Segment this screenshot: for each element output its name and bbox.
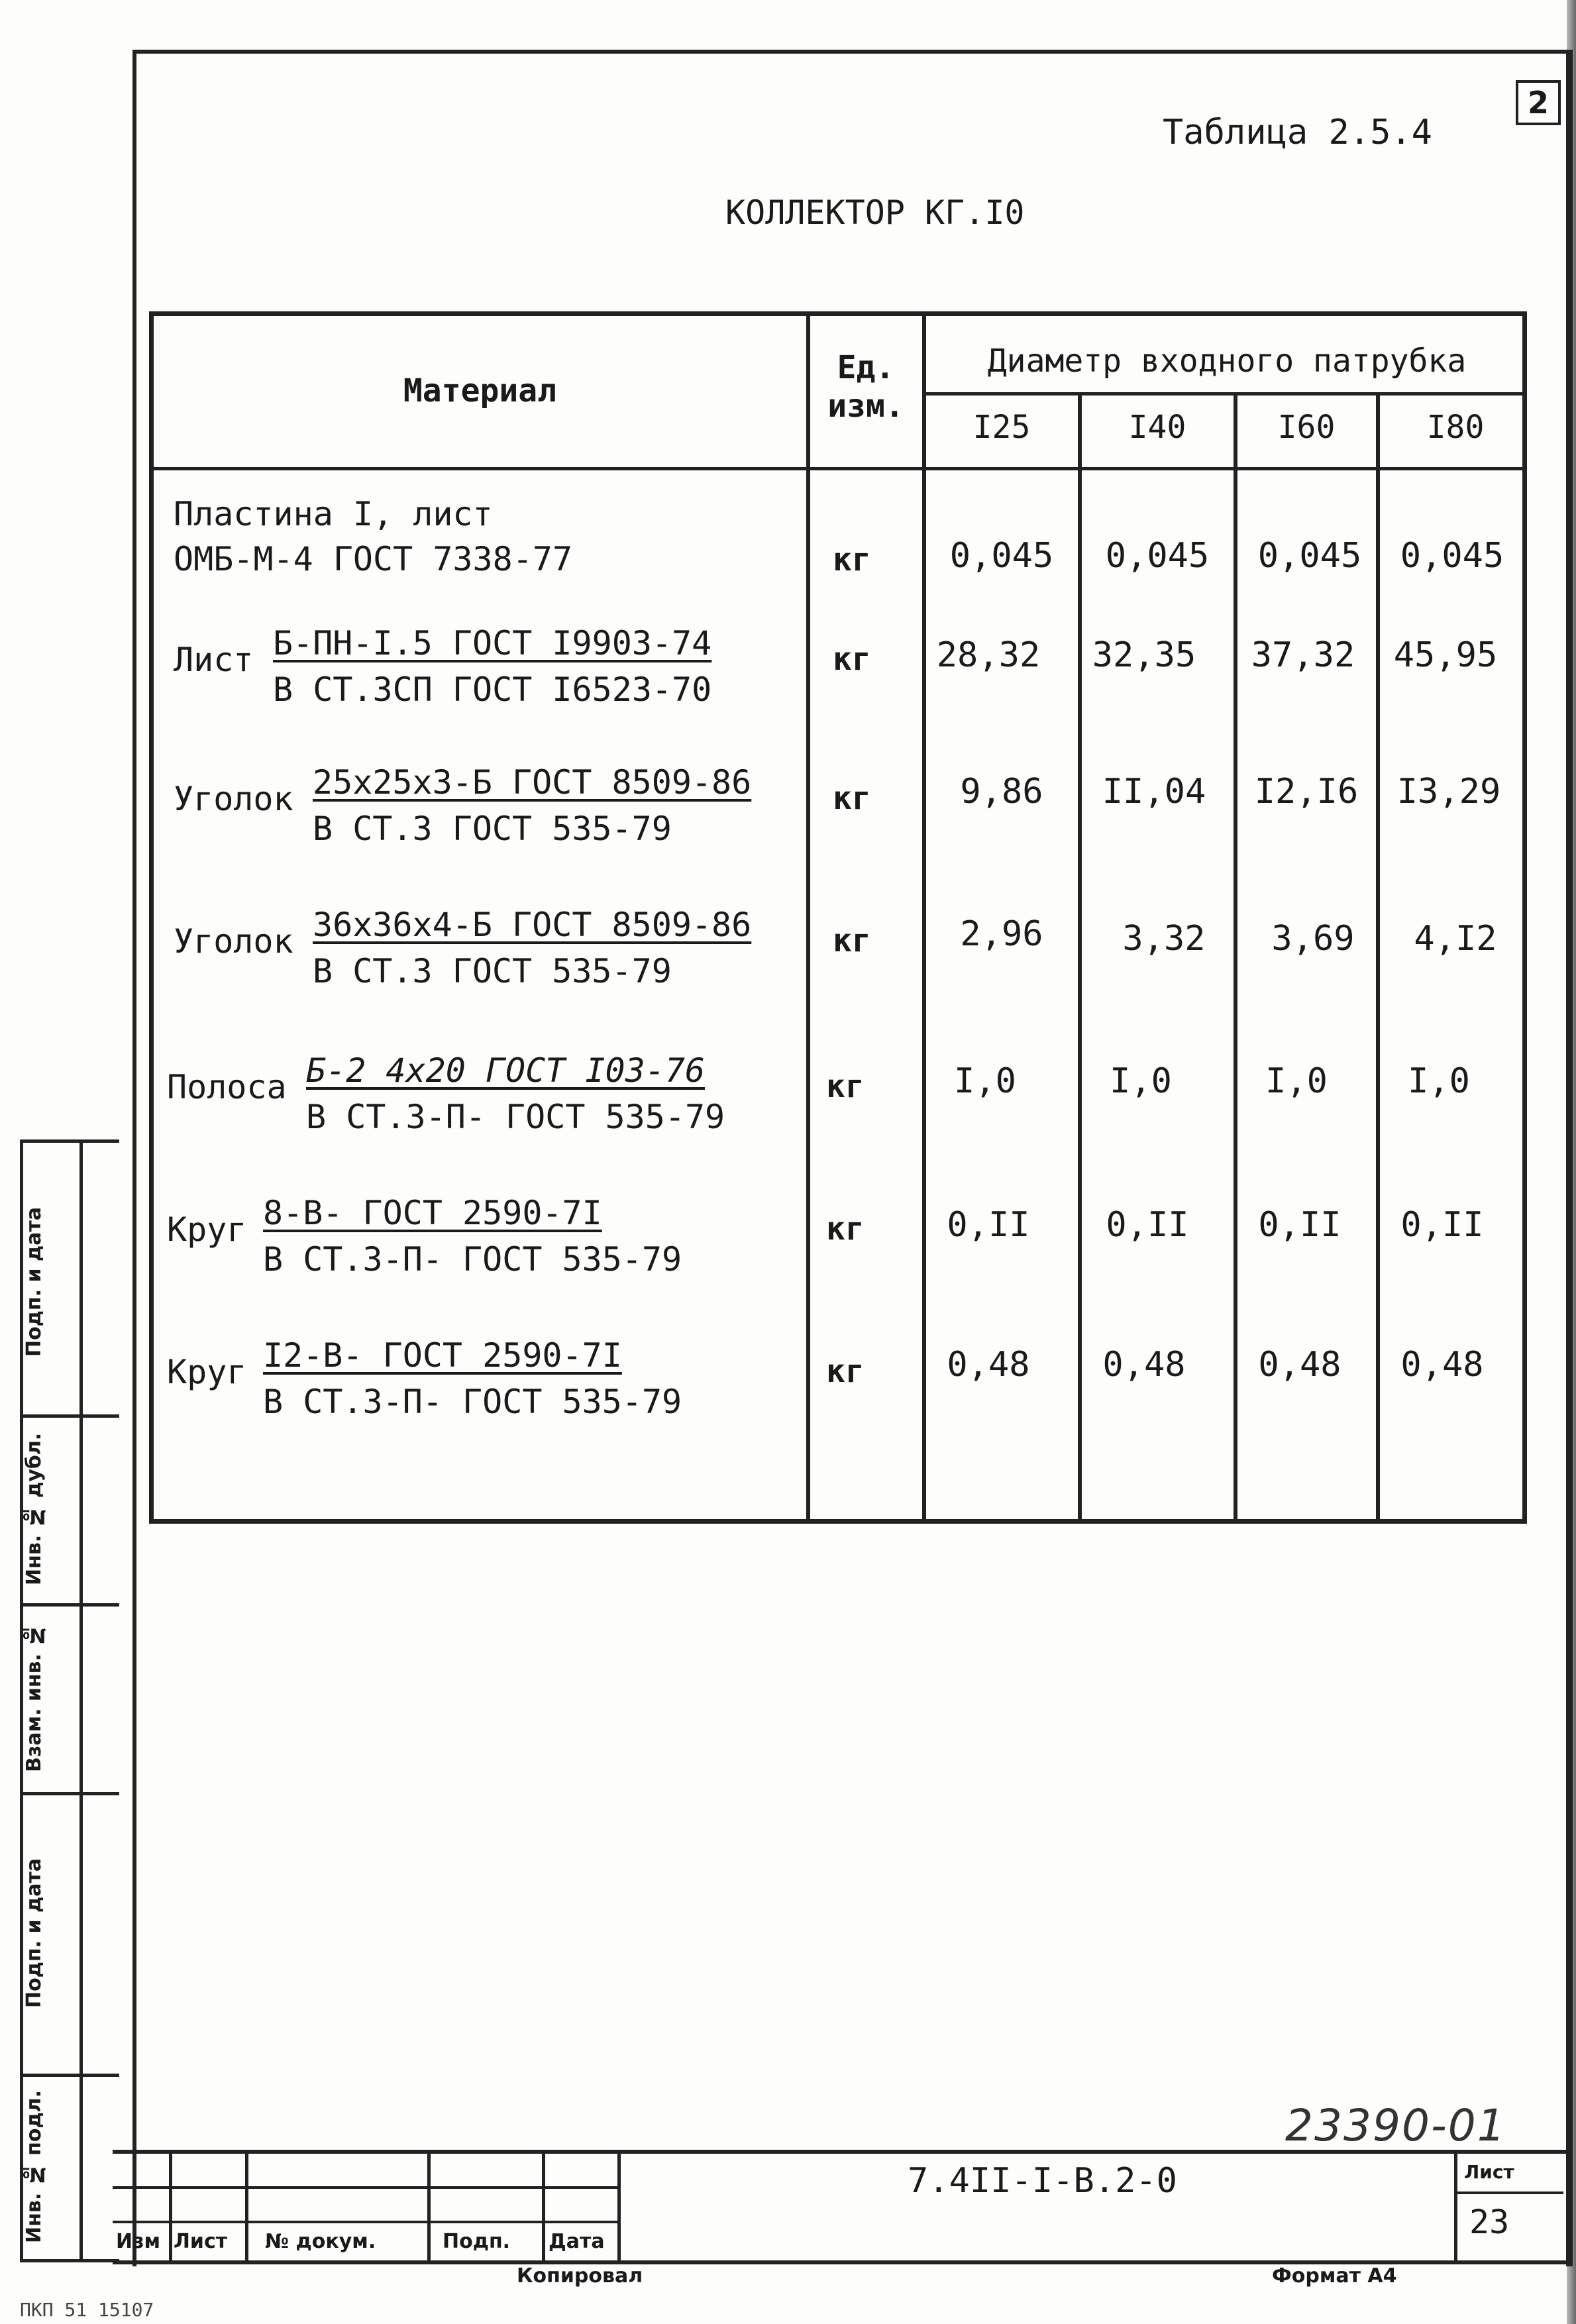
tb-label-izm: Изм: [116, 2230, 161, 2253]
unit: кг: [833, 780, 871, 817]
title-block-col: [617, 2150, 621, 2262]
value-d180: 0,045: [1400, 536, 1504, 576]
header-unit-line1: Ед.: [837, 349, 895, 386]
side-label-sign-date-2: Подп. и дата: [23, 1858, 46, 2008]
sheet-label: Лист: [1464, 2161, 1514, 2183]
corner-page-number: 2: [1516, 80, 1561, 125]
title-block-col: [245, 2150, 248, 2262]
value-d180: I,0: [1408, 1061, 1470, 1101]
material-prefix: Уголок: [174, 922, 293, 961]
unit: кг: [833, 641, 871, 678]
header-material: Материал: [403, 372, 557, 409]
material-line2: В СТ.3-П- ГОСТ 535-79: [263, 1240, 682, 1279]
value-d125: 0,48: [947, 1345, 1030, 1385]
document-code: 7.4II-I-В.2-0: [908, 2161, 1177, 2201]
tb-label-list: Лист: [174, 2230, 228, 2253]
header-divider: [922, 392, 1522, 396]
material-line2: В СТ.3-П- ГОСТ 535-79: [263, 1383, 682, 1421]
value-d180: 0,II: [1400, 1205, 1484, 1245]
material-line1: 25х25х3-Б ГОСТ 8509-86: [313, 763, 752, 802]
material-line2: В СТ.3-П- ГОСТ 535-79: [306, 1098, 725, 1136]
header-d125: I25: [972, 409, 1031, 446]
material-line1: Б-ПН-I.5 ГОСТ I9903-74: [273, 624, 712, 662]
material-line1: I2-В- ГОСТ 2590-7I: [263, 1336, 622, 1375]
value-d125: 9,86: [960, 772, 1043, 812]
material-line2: ОМБ-М-4 ГОСТ 7338-77: [174, 540, 573, 578]
value-d140: II,04: [1102, 772, 1206, 812]
tb-label-date: Дата: [549, 2230, 605, 2253]
tb-label-doc-no: № докум.: [265, 2230, 376, 2253]
material-prefix: Полоса: [167, 1068, 287, 1106]
value-d160: 37,32: [1251, 635, 1355, 675]
value-d140: 3,32: [1122, 919, 1206, 959]
header-d160: I60: [1277, 409, 1336, 446]
value-d160: 0,045: [1257, 536, 1362, 576]
side-label-replace-inv: Взам. инв. №: [23, 1623, 46, 1772]
value-d180: 4,I2: [1414, 919, 1497, 959]
value-d180: 0,48: [1400, 1345, 1484, 1385]
header-d140: I40: [1128, 409, 1186, 446]
side-strip-line: [20, 1792, 119, 1795]
title-block-col: [169, 2150, 172, 2262]
side-label-sign-date: Подп. и дата: [23, 1206, 46, 1357]
material-prefix: Уголок: [174, 780, 293, 818]
value-d160: 3,69: [1271, 919, 1355, 959]
material-table: [149, 311, 1527, 1524]
material-prefix: Круг: [167, 1210, 247, 1249]
material-prefix: Лист: [174, 641, 254, 679]
document-title: КОЛЛЕКТОР КГ.I0: [725, 193, 1025, 232]
value-d125: 28,32: [936, 635, 1041, 675]
header-unit-line2: изм.: [827, 388, 904, 425]
copied-by-label: Копировал: [517, 2264, 643, 2288]
side-label-dup-inv: Инв. № дубл.: [23, 1432, 46, 1585]
value-d140: 0,48: [1102, 1345, 1186, 1385]
material-line1: 36х36х4-Б ГОСТ 8509-86: [313, 906, 752, 944]
value-d160: I2,I6: [1254, 772, 1359, 812]
value-d140: I,0: [1110, 1061, 1172, 1101]
header-diameter: Диаметр входного патрубка: [987, 343, 1467, 380]
col-divider: [922, 316, 926, 1519]
unit: кг: [826, 1353, 865, 1390]
value-d160: 0,48: [1258, 1345, 1341, 1385]
value-d140: 0,045: [1105, 536, 1210, 576]
value-d180: I3,29: [1396, 772, 1501, 812]
value-d140: 32,35: [1092, 635, 1196, 675]
header-d180: I80: [1426, 409, 1485, 446]
material-line2: В СТ.3СП ГОСТ I6523-70: [273, 670, 712, 709]
unit: кг: [826, 1068, 865, 1105]
side-label-orig-inv: Инв. № подл.: [23, 2089, 46, 2243]
title-block-col: [1454, 2150, 1457, 2262]
unit: кг: [826, 1210, 865, 1247]
material-line1: Б-2 4х20 ГОСТ I03-76: [306, 1051, 706, 1090]
title-block-col: [542, 2150, 545, 2262]
value-d125: 0,045: [949, 536, 1054, 576]
value-d180: 45,95: [1393, 635, 1498, 675]
title-block-col: [427, 2150, 431, 2262]
material-line2: В СТ.3 ГОСТ 535-79: [313, 952, 672, 990]
unit: кг: [833, 541, 871, 578]
format-label: Формат А4: [1272, 2264, 1397, 2288]
footer-small-code: ПКП 51 15107: [20, 2299, 154, 2321]
unit: кг: [833, 922, 871, 959]
value-d160: I,0: [1265, 1061, 1328, 1101]
registration-number: 23390-01: [1285, 2100, 1506, 2151]
material-line1: Пластина I, лист: [174, 495, 493, 533]
header-bottom-line: [154, 467, 1522, 470]
value-d160: 0,II: [1258, 1205, 1341, 1245]
material-line1: 8-В- ГОСТ 2590-7I: [263, 1194, 602, 1232]
value-d125: I,0: [954, 1061, 1016, 1101]
title-block-line: [1454, 2192, 1563, 2194]
material-prefix: Круг: [167, 1353, 247, 1391]
table-number: Таблица 2.5.4: [1163, 113, 1432, 152]
sheet-number: 23: [1469, 2203, 1510, 2241]
value-d140: 0,II: [1106, 1205, 1189, 1245]
col-divider: [806, 316, 810, 1519]
value-d125: 0,II: [947, 1205, 1030, 1245]
tb-label-sign: Подп.: [443, 2230, 511, 2253]
material-line2: В СТ.3 ГОСТ 535-79: [313, 810, 672, 848]
value-d125: 2,96: [960, 914, 1043, 954]
